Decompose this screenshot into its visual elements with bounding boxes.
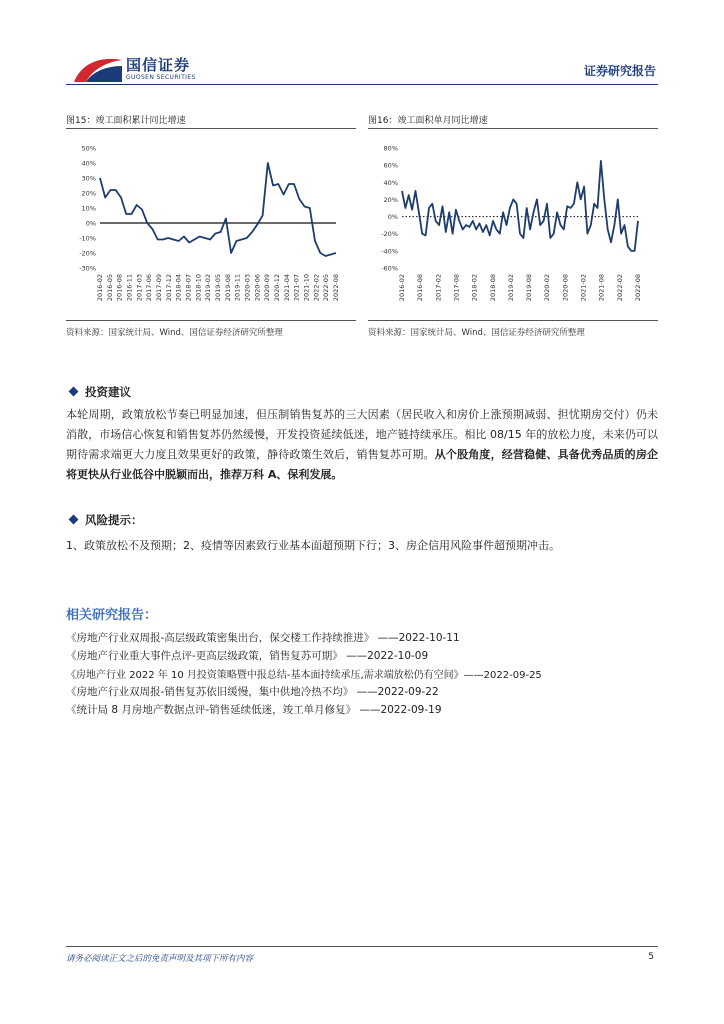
y-tick-label: -60% bbox=[381, 264, 398, 273]
x-tick-label: 2016-08 bbox=[115, 274, 124, 302]
figure-16-title: 图16：竣工面积单月同比增速 bbox=[368, 116, 488, 126]
x-tick-label: 2020-06 bbox=[253, 274, 262, 302]
y-tick-label: 80% bbox=[383, 144, 398, 153]
x-tick-label: 2018-10 bbox=[194, 274, 203, 302]
diamond-bullet-icon bbox=[69, 515, 79, 525]
x-tick-label: 2021-04 bbox=[282, 274, 291, 302]
y-tick-label: 40% bbox=[81, 159, 96, 168]
chart-15 bbox=[66, 140, 356, 318]
y-tick-label: 20% bbox=[383, 195, 398, 204]
x-tick-label: 2019-08 bbox=[525, 274, 534, 302]
header-divider bbox=[66, 84, 658, 85]
related-report-item[interactable]: 《房地产行业双周报-高层级政策密集出台，保交楼工作持续推进》 ——2022-10-11 bbox=[66, 632, 460, 644]
logo-text-en: GUOSEN SECURITIES bbox=[126, 74, 196, 81]
y-tick-label: 60% bbox=[383, 161, 398, 170]
y-tick-label: -20% bbox=[381, 230, 398, 239]
y-tick-label: 20% bbox=[81, 189, 96, 198]
figure-16-bottom-rule bbox=[368, 320, 658, 321]
risk-heading bbox=[70, 512, 143, 528]
x-tick-label: 2021-08 bbox=[597, 274, 606, 302]
x-tick-label: 2019-02 bbox=[204, 274, 213, 302]
x-tick-label: 2016-11 bbox=[125, 274, 134, 302]
y-tick-label: -40% bbox=[381, 247, 398, 256]
diamond-bullet-icon bbox=[69, 387, 79, 397]
y-tick-label: 40% bbox=[383, 178, 398, 187]
related-reports-heading: 相关研究报告： bbox=[66, 608, 158, 623]
invest-advice-paragraph bbox=[66, 405, 658, 485]
related-report-item[interactable]: 《房地产行业 2022 年 10 月投资策略暨中报总结-基本面持续承压,需求端放松仍有空间》——2022-09-25 bbox=[66, 670, 542, 681]
footer-divider bbox=[66, 946, 658, 947]
y-tick-label: 10% bbox=[81, 204, 96, 213]
x-tick-label: 2018-08 bbox=[488, 274, 497, 302]
x-tick-label: 2016-02 bbox=[398, 274, 406, 302]
x-tick-label: 2019-02 bbox=[506, 274, 515, 302]
x-tick-label: 2019-05 bbox=[214, 274, 222, 302]
figure-15-source: 资料来源：国家统计局、Wind、国信证券经济研究所整理 bbox=[66, 328, 283, 338]
x-tick-label: 2019-08 bbox=[223, 274, 232, 302]
logo-text-cn: 国信证券 bbox=[126, 56, 191, 74]
x-tick-label: 2020-09 bbox=[263, 274, 272, 302]
y-tick-label: 50% bbox=[81, 144, 96, 153]
doc-type-label: 证券研究报告 bbox=[583, 64, 656, 78]
y-tick-label: 30% bbox=[81, 174, 96, 183]
y-tick-label: 0% bbox=[387, 213, 398, 222]
y-tick-label: -20% bbox=[79, 249, 96, 258]
x-tick-label: 2017-03 bbox=[135, 274, 144, 302]
x-tick-label: 2021-07 bbox=[292, 274, 301, 302]
figure-16-source: 资料来源：国家统计局、Wind、国信证券经济研究所整理 bbox=[368, 328, 585, 338]
invest-advice-bold-text: 从个股角度，经营稳健、具备优秀品质的房企将更快从行业低谷中脱颖而出，推荐万科 A、保利发展。 bbox=[66, 448, 659, 481]
chart-16 bbox=[368, 140, 658, 318]
invest-advice-heading bbox=[70, 384, 131, 400]
x-tick-label: 2017-12 bbox=[164, 274, 173, 302]
x-tick-label: 2017-06 bbox=[145, 274, 154, 302]
risk-heading-text: 风险提示： bbox=[85, 513, 143, 527]
figure-15-bottom-rule bbox=[66, 320, 356, 321]
x-tick-label: 2018-04 bbox=[174, 274, 183, 302]
x-tick-label: 2020-12 bbox=[273, 274, 281, 302]
guosen-logo-icon bbox=[72, 52, 124, 86]
series-line bbox=[100, 163, 336, 256]
figure-16-top-rule bbox=[368, 128, 658, 129]
x-tick-label: 2022-02 bbox=[615, 274, 624, 302]
x-tick-label: 2017-08 bbox=[452, 274, 461, 302]
x-tick-label: 2017-02 bbox=[434, 274, 443, 302]
figure-15-top-rule bbox=[66, 128, 356, 129]
y-tick-label: -30% bbox=[79, 264, 96, 273]
x-tick-label: 2016-05 bbox=[105, 274, 114, 302]
related-report-item[interactable]: 《房地产行业双周报-销售复苏依旧缓慢，集中供地冷热不均》 ——2022-09-22 bbox=[66, 686, 439, 698]
y-tick-label: -10% bbox=[79, 234, 96, 243]
x-tick-label: 2016-02 bbox=[96, 274, 104, 302]
series-line bbox=[402, 161, 638, 251]
x-tick-label: 2021-02 bbox=[579, 274, 588, 302]
x-tick-label: 2017-09 bbox=[155, 274, 163, 302]
risk-text: 1、政策放松不及预期；2、疫情等因素致行业基本面超预期下行；3、房企信用风险事件超预期冲击。 bbox=[66, 539, 560, 552]
y-tick-label: 0% bbox=[85, 219, 96, 228]
related-report-item[interactable]: 《房地产行业重大事件点评-更高层级政策，销售复苏可期》 ——2022-10-09 bbox=[66, 650, 429, 662]
x-tick-label: 2020-03 bbox=[243, 274, 252, 302]
x-tick-label: 2018-02 bbox=[470, 274, 479, 302]
x-tick-label: 2018-07 bbox=[184, 274, 193, 302]
page-number: 5 bbox=[648, 952, 654, 962]
related-report-item[interactable]: 《统计局 8 月房地产数据点评-销售延续低迷，竣工单月修复》 ——2022-09-19 bbox=[66, 704, 442, 716]
footer-disclaimer: 请务必阅读正文之后的免责声明及其项下所有内容 bbox=[66, 954, 254, 964]
x-tick-label: 2020-02 bbox=[543, 274, 552, 302]
x-tick-label: 2021-10 bbox=[302, 274, 311, 302]
x-tick-label: 2019-11 bbox=[233, 274, 242, 302]
x-tick-label: 2022-08 bbox=[634, 274, 642, 302]
x-tick-label: 2022-05 bbox=[322, 274, 331, 302]
x-tick-label: 2020-08 bbox=[561, 274, 570, 302]
figure-15-title: 图15：竣工面积累计同比增速 bbox=[66, 116, 186, 126]
x-tick-label: 2016-08 bbox=[416, 274, 425, 302]
invest-advice-heading-text: 投资建议 bbox=[85, 385, 131, 399]
x-tick-label: 2022-02 bbox=[312, 274, 321, 302]
invest-advice-text: 本轮周期，政策放松节奏已明显加速，但压制销售复苏的三大因素（居民收入和房价上涨预期减弱、担忧期房交付）仍未消散，市场信心恢复和销售复苏仍然缓慢，开发投资延续低迷，地产链持续承压。相比 08/15 年的放松力度，未来仍可以期待需求端更大力度且效果更好的政策，静待政策生效后，销售复苏可期。 bbox=[66, 408, 658, 461]
x-tick-label: 2022-08 bbox=[332, 274, 340, 302]
